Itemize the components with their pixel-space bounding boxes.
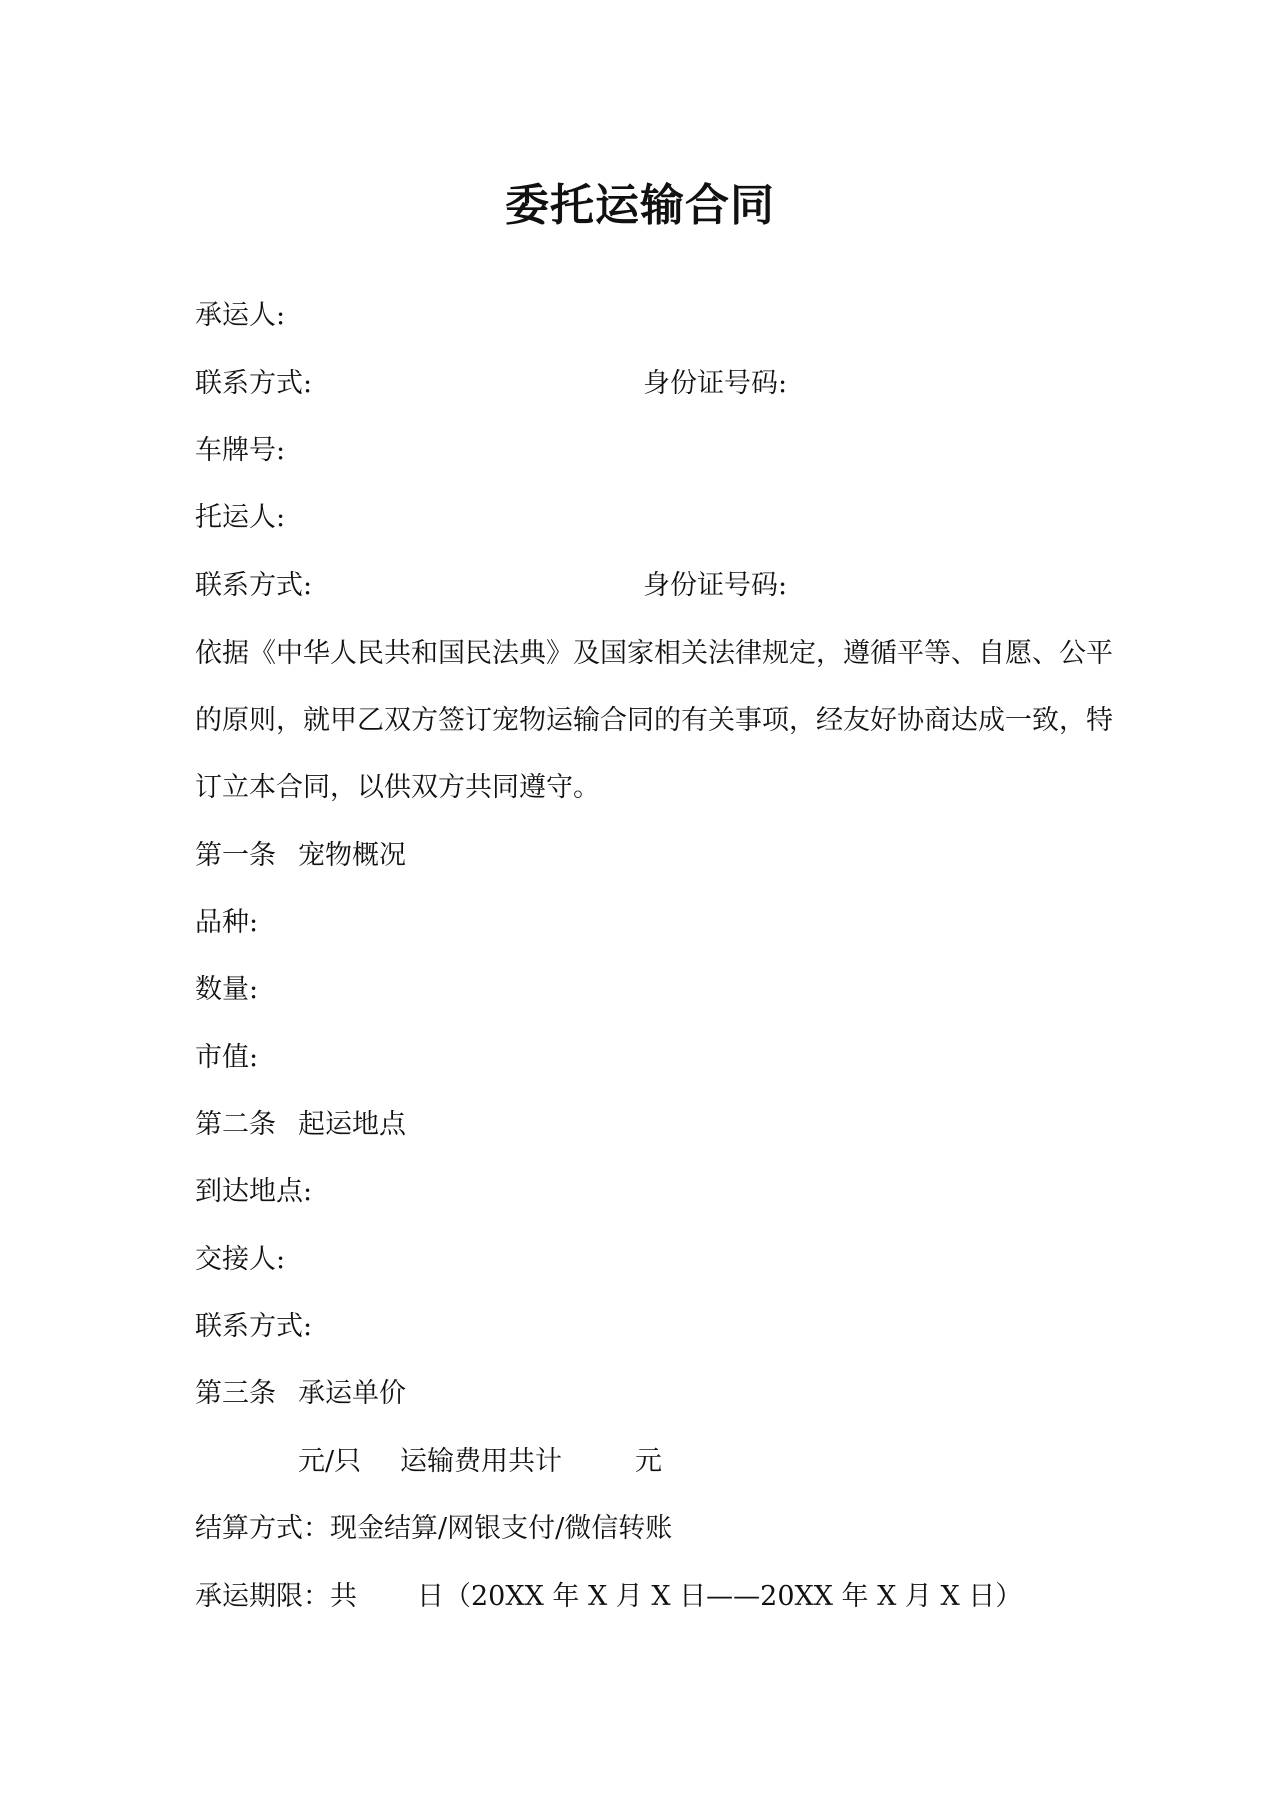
settlement-line: 结算方式：现金结算/网银支付/微信转账: [195, 1513, 673, 1544]
total-fee-label: 运输费用共计: [400, 1446, 562, 1477]
plate-line: [195, 433, 285, 469]
article-2-heading: [195, 1107, 695, 1143]
recipient-contact-line: [195, 1309, 312, 1345]
unit-price-suffix: 元/只: [298, 1446, 362, 1477]
article-3-heading: [195, 1376, 695, 1412]
recipient-label: 交接人:: [195, 1244, 286, 1275]
preamble-line-3: 订立本合同，以供双方共同遵守。: [195, 772, 600, 803]
article-1-title: 宠物概况: [298, 840, 406, 871]
market-value-line: [195, 1040, 258, 1076]
plate-label: 车牌号:: [195, 435, 286, 466]
preamble-line-2: 的原则，就甲乙双方签订宠物运输合同的有关事项，经友好协商达成一致，特: [195, 705, 1113, 736]
shipper-id-label: 身份证号码:: [643, 570, 788, 601]
shipper-label: 托运人:: [195, 502, 286, 533]
carrier-contact-label: 联系方式:: [195, 368, 313, 399]
quantity-label: 数量:: [195, 974, 259, 1005]
recipient-contact-label: 联系方式:: [195, 1311, 313, 1342]
destination-line: [195, 1174, 312, 1210]
term-line: [195, 1579, 1095, 1615]
shipper-line: [195, 500, 285, 536]
carrier-line: [195, 298, 285, 334]
market-value-label: 市值:: [195, 1042, 259, 1073]
document-title: 委托运输合同: [505, 180, 775, 231]
quantity-line: [195, 972, 258, 1008]
article-1-heading: [195, 838, 695, 874]
term-label: 承运期限：共: [195, 1581, 357, 1612]
article-3-title: 承运单价: [298, 1378, 406, 1409]
article-2-number: 第二条: [195, 1109, 276, 1140]
carrier-label: 承运人:: [195, 300, 286, 331]
article-1-number: 第一条: [195, 840, 276, 871]
article-3-number: 第三条: [195, 1378, 276, 1409]
carrier-id-label: 身份证号码:: [643, 368, 788, 399]
breed-label: 品种:: [195, 907, 259, 938]
shipper-contact-line: [195, 568, 1095, 604]
shipper-contact-label: 联系方式:: [195, 570, 313, 601]
article-2-title: 起运地点: [298, 1109, 406, 1140]
recipient-line: [195, 1242, 285, 1278]
preamble-line-1: 依据《中华人民共和国民法典》及国家相关法律规定，遵循平等、自愿、公平: [195, 638, 1113, 669]
total-fee-unit: 元: [635, 1446, 662, 1477]
carrier-contact-line: [195, 366, 1095, 402]
term-detail: 日（20XX 年 X 月 X 日——20XX 年 X 月 X 日）: [417, 1581, 1023, 1612]
breed-line: [195, 905, 258, 941]
destination-label: 到达地点:: [195, 1176, 313, 1207]
